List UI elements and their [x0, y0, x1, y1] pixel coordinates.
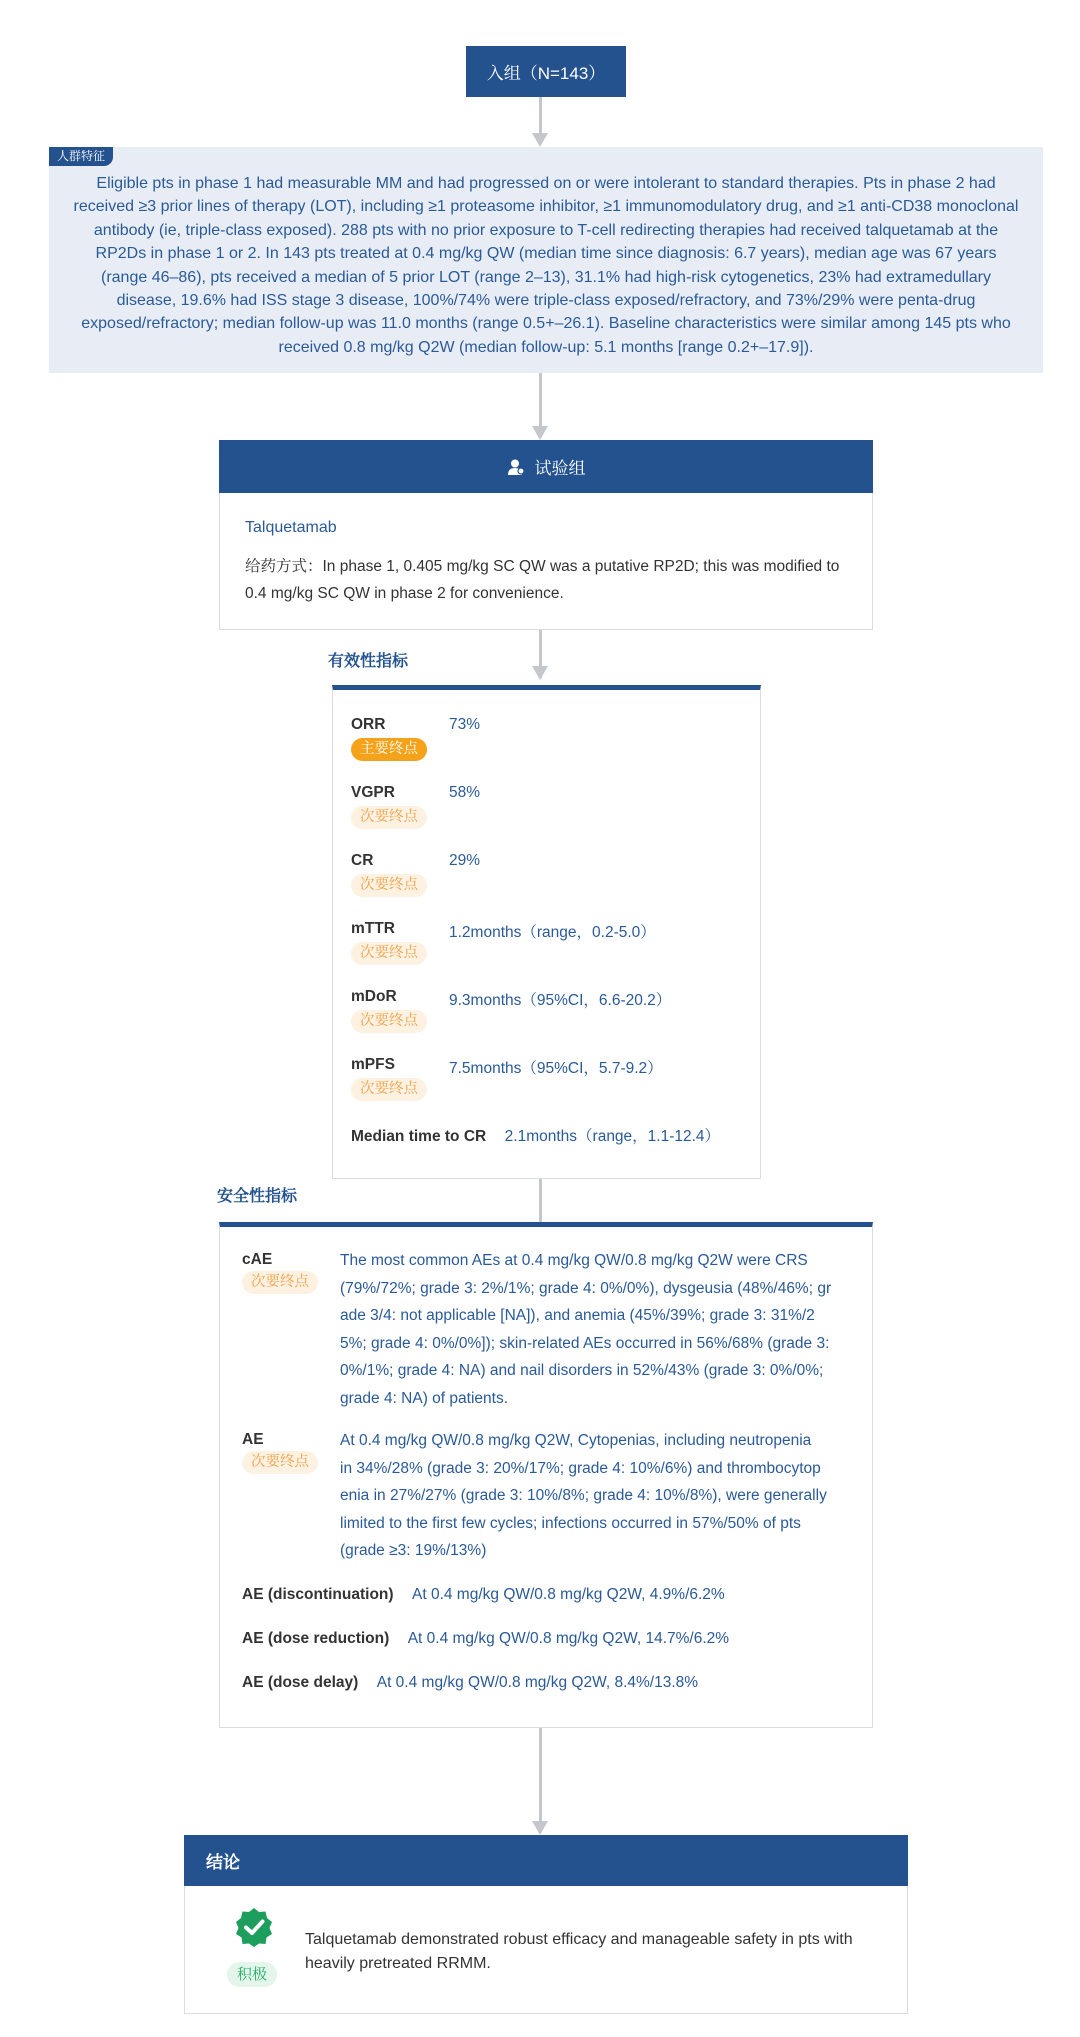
efficacy-label: ORR — [351, 716, 386, 733]
trial-group-header — [219, 440, 873, 493]
connector-line — [539, 1728, 542, 1822]
connector-arrow — [532, 1821, 548, 1835]
safety-value: At 0.4 mg/kg QW/0.8 mg/kg Q2W, 8.4%/13.8% — [376, 1674, 699, 1691]
trial-group-title: 试验组 — [534, 459, 586, 478]
efficacy-label: mTTR — [351, 920, 395, 937]
secondary-endpoint-badge: 次要终点 — [242, 1271, 318, 1294]
efficacy-label: VGPR — [351, 784, 395, 801]
conclusion-text: Talquetamab demonstrated robust efficacy and manageable safety in pts with heavily pretreated RRMM. — [305, 1931, 853, 1972]
connector-line — [539, 1179, 542, 1222]
safety-value-line: ade 3/4: not applicable [NA]), and anemia (45%/39%; grade 3: 31%/2 — [340, 1307, 815, 1325]
efficacy-value: 9.3months（95%CI，6.6-20.2） — [449, 992, 672, 1009]
efficacy-row — [351, 1056, 427, 1101]
safety-value-line: (79%/72%; grade 3: 2%/1%; grade 4: 0%/0%), dysgeusia (48%/46%; gr — [340, 1279, 832, 1297]
safety-row — [242, 1251, 318, 1294]
secondary-endpoint-badge: 次要终点 — [351, 874, 427, 897]
efficacy-row — [351, 852, 427, 897]
person-icon — [507, 458, 525, 476]
conclusion-header: 结论 — [184, 1835, 908, 1886]
safety-value: At 0.4 mg/kg QW/0.8 mg/kg Q2W, 14.7%/6.2% — [407, 1630, 730, 1647]
safety-box — [219, 1222, 873, 1728]
conclusion-body — [184, 1886, 908, 2014]
efficacy-label: CR — [351, 852, 374, 869]
safety-value — [340, 1247, 831, 1413]
efficacy-label: mDoR — [351, 988, 397, 1005]
efficacy-label: mPFS — [351, 1056, 395, 1073]
efficacy-box — [332, 685, 761, 1179]
efficacy-value: 73% — [449, 716, 481, 733]
efficacy-value: 7.5months（95%CI，5.7-9.2） — [449, 1060, 663, 1077]
connector-arrow — [532, 666, 548, 680]
safety-row — [242, 1674, 698, 1692]
safety-value-line: The most common AEs at 0.4 mg/kg QW/0.8 mg/kg Q2W were CRS — [340, 1252, 808, 1269]
safety-value: At 0.4 mg/kg QW/0.8 mg/kg Q2W, 4.9%/6.2% — [412, 1586, 725, 1603]
connector-arrow — [532, 133, 548, 147]
safety-label: cAE — [242, 1251, 273, 1268]
enroll-node: 入组（N=143） — [466, 46, 626, 97]
efficacy-row — [351, 716, 427, 761]
efficacy-row — [351, 920, 427, 965]
secondary-endpoint-badge: 次要终点 — [242, 1451, 318, 1474]
safety-label: AE (dose delay) — [242, 1674, 359, 1691]
safety-value-line: 5%; grade 4: 0%/0%]); skin-related AEs occurred in 56%/68% (grade 3: — [340, 1334, 830, 1352]
safety-value-line: in 34%/28% (grade 3: 20%/17%; grade 4: 10%/6%) and thrombocytop — [340, 1459, 821, 1477]
population-tag: 人群特征 — [49, 147, 113, 166]
secondary-endpoint-badge: 次要终点 — [351, 942, 427, 965]
efficacy-value: 1.2months（range，0.2-5.0） — [449, 924, 656, 941]
positive-badge: 积极 — [227, 1962, 277, 1987]
primary-endpoint-badge: 主要终点 — [351, 738, 427, 761]
connector-arrow — [532, 426, 548, 440]
secondary-endpoint-badge: 次要终点 — [351, 1078, 427, 1101]
efficacy-value: 29% — [449, 852, 481, 869]
connector-line — [539, 97, 542, 133]
verified-check-icon — [233, 1906, 275, 1948]
population-text: Eligible pts in phase 1 had measurable MM and had progressed on or were intolerant to standard therapies. Pts in phase 2 had received ≥3 prior lines of therapy (LOT), including ≥1 proteasome inhibitor, ≥1 immunomodulatory drug, and ≥1 anti-CD38 monoclonal antibody (ie, triple-class exposed). 288 pts with no prior exposure to T-cell redirecting therapies had received talquetamab at the RP2Ds in phase 1 or 2. In 143 pts treated at 0.4 mg/kg QW (median time since diagnosis: 6.7 years), median age was 67 years (range 46–86), pts received a median of 5 prior LOT (range 2–13), 31.1% had high-risk cytogenetics, 23% had extramedullary disease, 19.6% had ISS stage 3 disease, 100%/74% were triple-class exposed/refractory, and 73%/29% were penta-drug exposed/refractory; median follow-up was 11.0 months (range 0.5+–26.1). Baseline characteristics were similar among 145 pts who received 0.8 mg/kg Q2W (median follow-up: 5.1 months [range 0.2+–17.9]). — [73, 175, 1019, 356]
safety-value — [340, 1427, 827, 1565]
population-box — [49, 147, 1043, 373]
safety-value-line: enia in 27%/27% (grade 3: 10%/8%; grade 4: 10%/8%), were generally — [340, 1487, 827, 1505]
safety-value-line: limited to the first few cycles; infections occurred in 57%/50% of pts — [340, 1514, 801, 1532]
efficacy-value: 2.1months（range，1.1-12.4） — [504, 1128, 721, 1145]
safety-value-line: At 0.4 mg/kg QW/0.8 mg/kg Q2W, Cytopenias, including neutropenia — [340, 1432, 812, 1449]
safety-label: AE (discontinuation) — [242, 1586, 394, 1603]
efficacy-value: 58% — [449, 784, 481, 801]
safety-row — [242, 1630, 729, 1648]
safety-value-line: 0%/1%; grade 4: NA) and nail disorders in 52%/43% (grade 3: 0%/0%; — [340, 1362, 824, 1380]
safety-row — [242, 1586, 725, 1604]
efficacy-title: 有效性指标 — [328, 653, 409, 670]
safety-value-line: (grade ≥3: 19%/13%) — [340, 1542, 487, 1560]
efficacy-row — [351, 1124, 720, 1146]
safety-label: AE (dose reduction) — [242, 1630, 390, 1647]
drug-name: Talquetamab — [245, 519, 337, 536]
efficacy-row — [351, 784, 427, 829]
secondary-endpoint-badge: 次要终点 — [351, 1010, 427, 1033]
safety-row — [242, 1431, 318, 1474]
safety-value-line: grade 4: NA) of patients. — [340, 1389, 509, 1407]
efficacy-label: Median time to CR — [351, 1128, 487, 1145]
dosing-text: 给药方式：In phase 1, 0.405 mg/kg SC QW was a putative RP2D; this was modified to 0.4 mg/kg SC QW in phase 2 for convenience. — [245, 558, 840, 602]
efficacy-row — [351, 988, 427, 1033]
safety-title: 安全性指标 — [217, 1188, 298, 1205]
trial-group-body — [219, 493, 873, 630]
safety-label: AE — [242, 1431, 264, 1448]
connector-line — [539, 373, 542, 427]
secondary-endpoint-badge: 次要终点 — [351, 806, 427, 829]
